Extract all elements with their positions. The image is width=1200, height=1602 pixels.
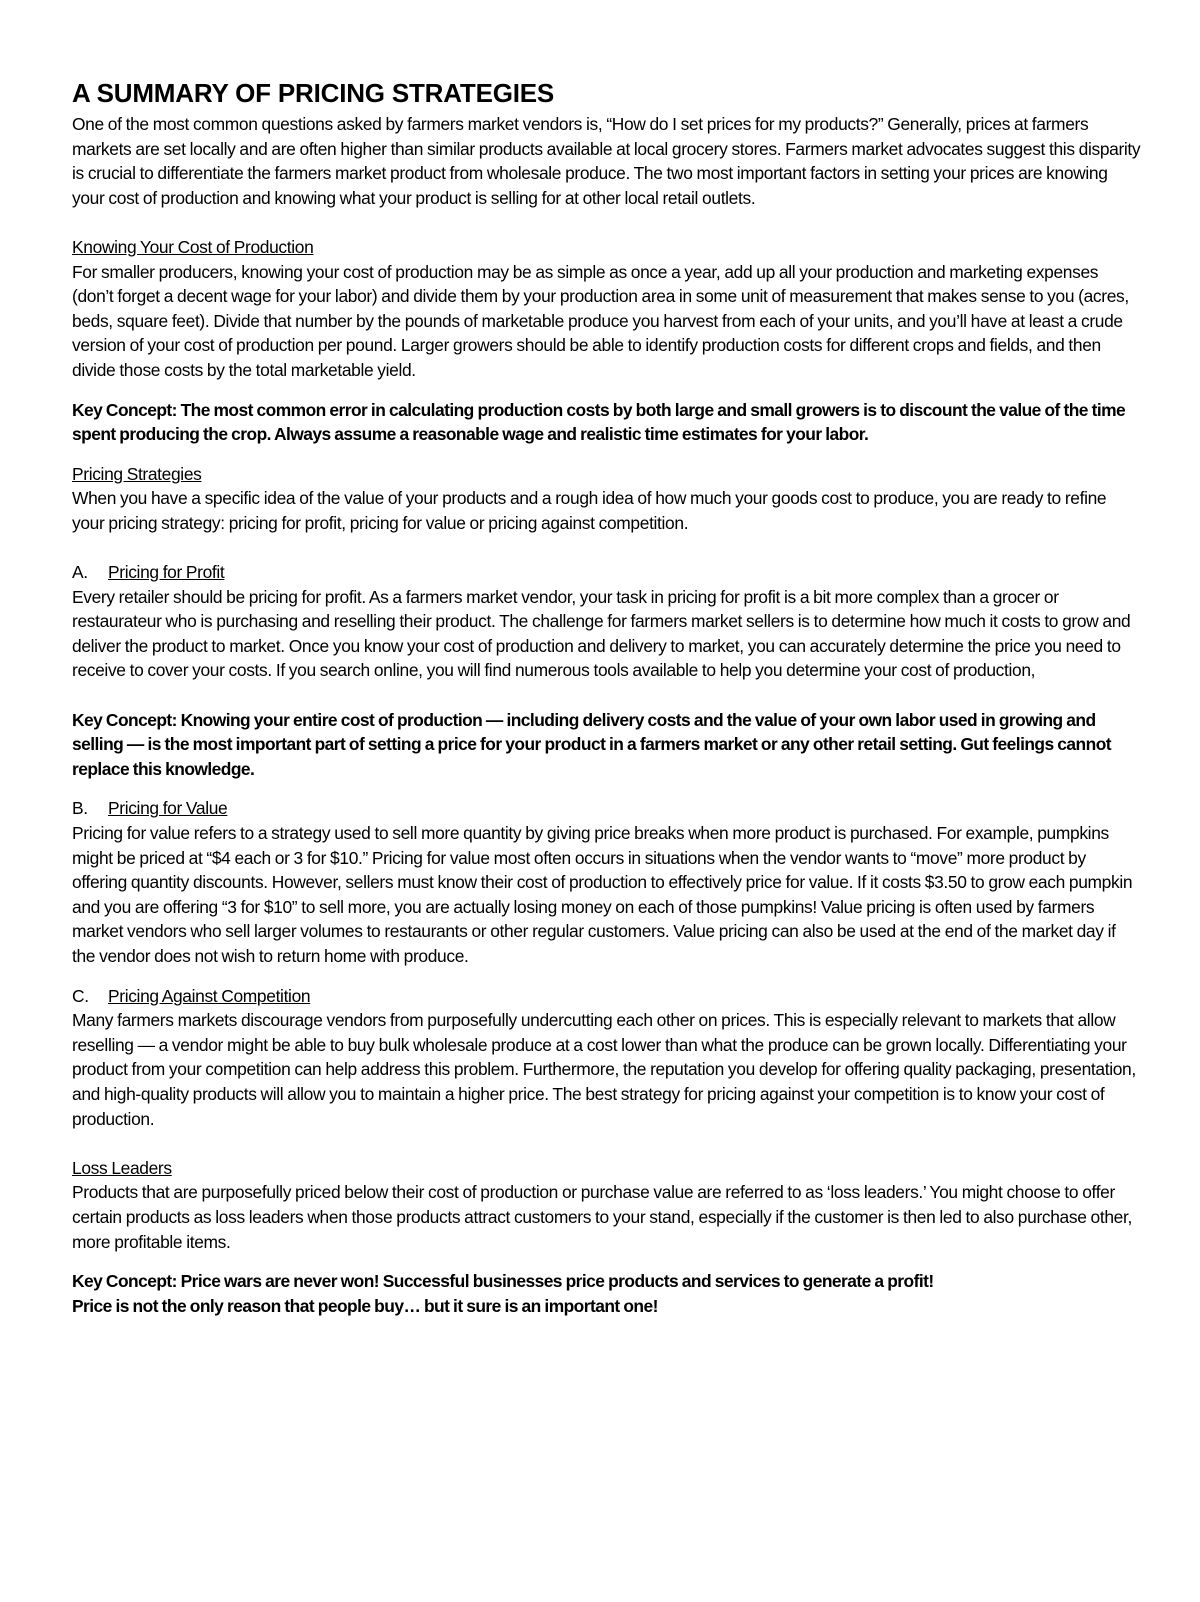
subsection-heading-pricing-for-profit (72, 560, 1142, 585)
key-concept-price-wars: Key Concept: Price wars are never won! Successful businesses price products and services to generate a profit! (72, 1271, 934, 1292)
pricing-for-profit-paragraph: Every retailer should be pricing for profit. As a farmers market vendor, your task in pricing for profit is a bit more complex than a grocer or restaurateur who is purchasing and reselling their product. The challenge for farmers market sellers is to determine how much it costs to grow and deliver the product to market. Once you know your cost of production and delivery to market, you can accurately determine the price you need to receive to cover your costs. If you search online, you will find numerous tools available to help you determine your cost of production, (72, 586, 1131, 681)
key-concept-labor: Key Concept: The most common error in calculating production costs by both large and small growers is to discount the value of the time spent producing the crop. Always assume a reasonable wage and realistic time estimates for your labor. (72, 399, 1126, 445)
pricing-strategies-paragraph: When you have a specific idea of the value of your products and a rough idea of how much your goods cost to produce, you are ready to refine your pricing strategy: pricing for profit, pricing for value or pricing against competition. (72, 488, 1107, 533)
loss-leaders-paragraph: Products that are purposefully priced below their cost of production or purchase value are referred to as ‘loss leaders.’ You might choose to offer certain products as loss leaders when those products attract customers to your stand, especially if the customer is then led to also purchase other, more profitable items. (72, 1182, 1132, 1252)
subsection-label: Pricing for Value (108, 798, 228, 819)
page-title: A SUMMARY OF PRICING STRATEGIES (72, 78, 555, 108)
section-heading-cost-of-production: Knowing Your Cost of Production (72, 236, 314, 257)
key-concept-price-reason: Price is not the only reason that people buy… but it sure is an important one! (72, 1295, 658, 1316)
key-concept-cost-of-production: Key Concept: Knowing your entire cost of production — including delivery costs and the value of your own labor used in growing and selling — is the most important part of setting a price for your product in a farmers market or any other retail setting. Gut feelings cannot replace this knowledge. (72, 709, 1112, 779)
subsection-letter: B. (72, 798, 88, 819)
pricing-for-value-paragraph: Pricing for value refers to a strategy used to sell more quantity by giving price breaks when more product is purchased. For example, pumpkins might be priced at “$4 each or 3 for $10.” Pricing for value most often occurs in situations when the vendor wants to “move” more product by offering quantity discounts. However, sellers must know their cost of production to effectively price for value. If it costs $3.50 to grow each pumpkin and you are offering “3 for $10” to sell more, you are actually losing money on each of those pumpkins! Value pricing is often used by farmers market vendors who sell larger volumes to restaurants or other regular customers. Value pricing can also be used at the end of the market day if the vendor does not wish to return home with produce. (72, 823, 1133, 966)
cost-of-production-paragraph: For smaller producers, knowing your cost of production may be as simple as once a year, add up all your production and marketing expenses (don’t forget a decent wage for your labor) and divide them by your production area in some unit of measurement that makes sense to you (acres, beds, square feet). Divide that number by the pounds of marketable produce you harvest from each of your units, and you’ll have at least a crude version of your cost of production per pound. Larger growers should be able to identify production costs for different crops and fields, and then divide those costs by the total marketable yield. (72, 261, 1129, 380)
subsection-letter: C. (72, 985, 89, 1006)
subsection-label: Pricing for Profit (108, 562, 225, 583)
subsection-heading-pricing-against-competition (72, 984, 1142, 1009)
subsection-letter: A. (72, 562, 88, 583)
pricing-against-competition-paragraph: Many farmers markets discourage vendors from purposefully undercutting each other on prices. This is especially relevant to markets that allow reselling — a vendor might be able to buy bulk wholesale produce at a cost lower than what the produce can be grown locally. Differentiating your product from your competition can help address this problem. Furthermore, the reputation you develop for offering quality packaging, presentation, and high-quality products will allow you to maintain a higher price. The best strategy for pricing against your competition is to know your cost of production. (72, 1010, 1136, 1129)
intro-paragraph: One of the most common questions asked by farmers market vendors is, “How do I set prices for my products?” Generally, prices at farmers markets are set locally and are often higher than similar products available at local grocery stores. Farmers market advocates suggest this disparity is crucial to differentiate the farmers market product from wholesale produce. The two most important factors in setting your prices are knowing your cost of production and knowing what your product is selling for at other local retail outlets. (72, 114, 1141, 208)
section-heading-loss-leaders: Loss Leaders (72, 1157, 172, 1178)
section-heading-pricing-strategies: Pricing Strategies (72, 463, 202, 484)
subsection-label: Pricing Against Competition (108, 985, 311, 1006)
subsection-heading-pricing-for-value (72, 796, 1142, 821)
document-body (72, 78, 1142, 1318)
